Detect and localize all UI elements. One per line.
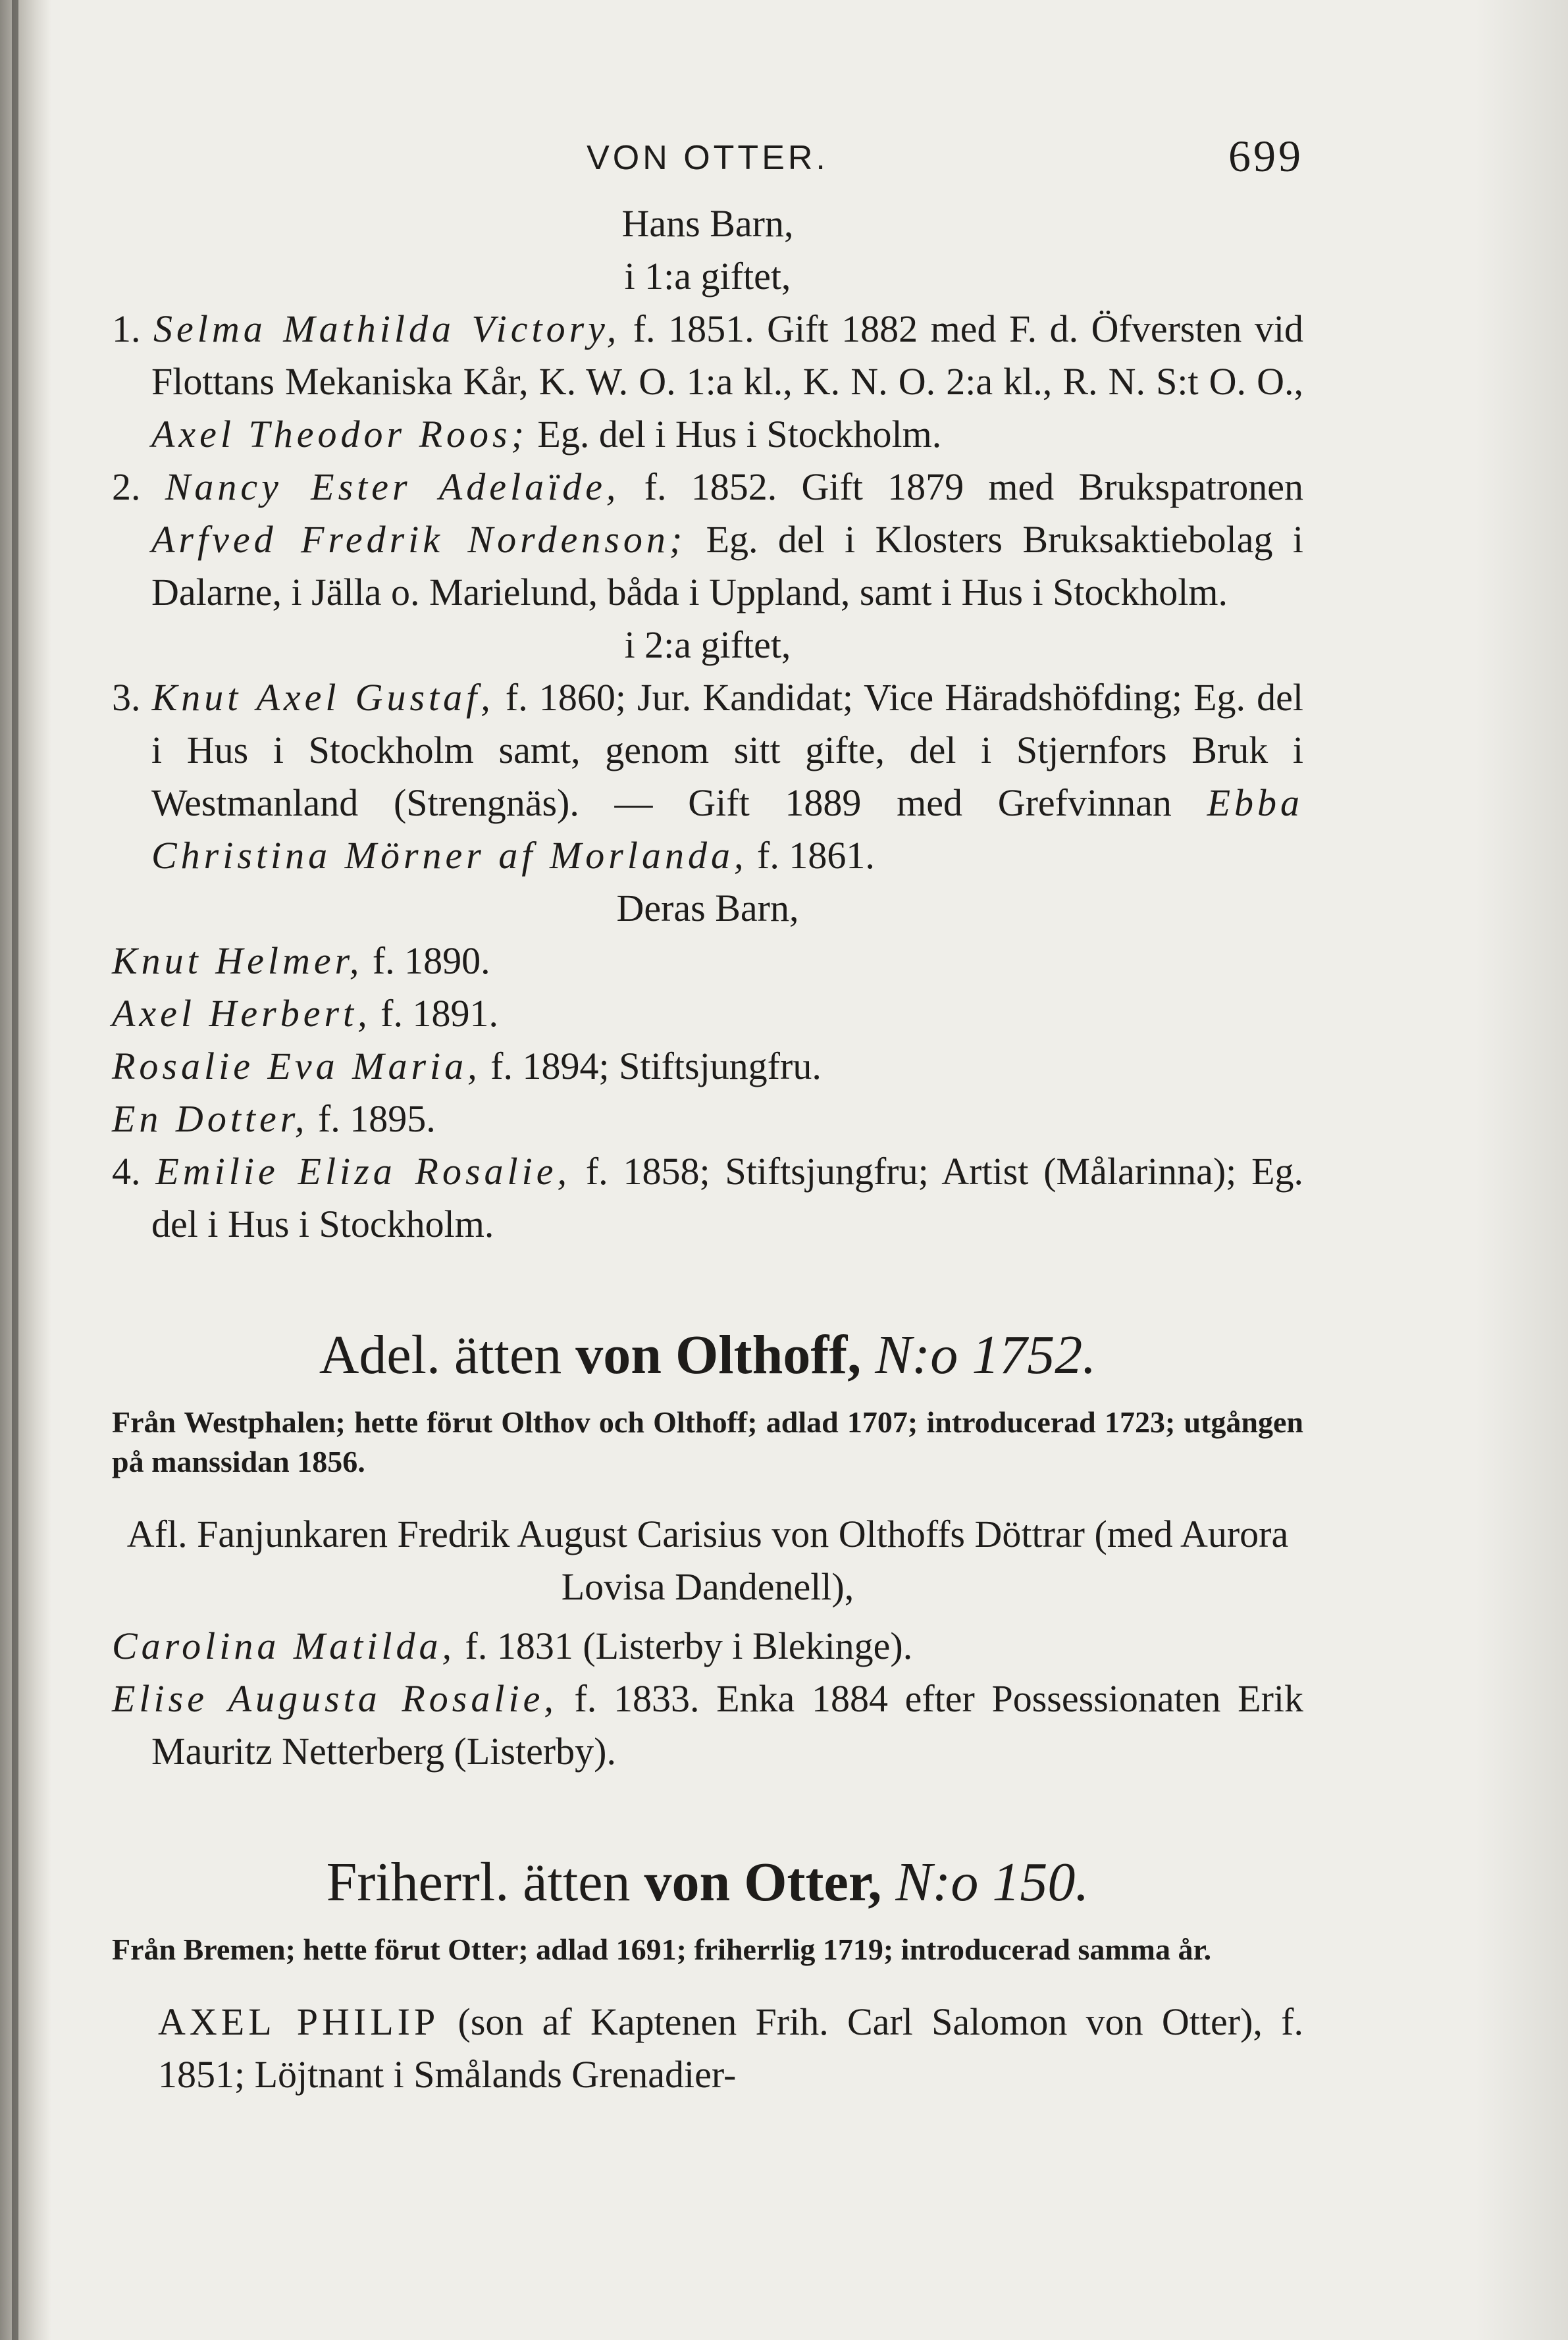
entry-text: f. 1858; Stiftsjungfru; Artist (Målarinna); Eg. del i Hus i Stockholm. [151,1150,1304,1245]
olthoff-afl-line: Afl. Fanjunkaren Fredrik August Carisius von Olthoffs Döttrar (med Aurora Lovisa Dandenell), [126,1513,1289,1608]
grandchild-text: f. 1894; Stiftsjungfru. [490,1045,822,1087]
daughter-entry [112,1673,1303,1778]
child-entry-2 [112,461,1304,619]
first-marriage-heading: i 1:a giftet, [624,255,791,298]
otter-section-note: Från Bremen; hette förut Otter; adlad 1691; friherrlig 1719; introducerad samma år. [112,1933,1212,1966]
daughter-text: f. 1831 (Listerby i Blekinge). [465,1625,913,1667]
page-header [112,112,1303,197]
entry-number: 2. [112,465,141,508]
daughter-entry [112,1620,1303,1673]
grandchild-name: En Dotter, [112,1097,309,1140]
page-number: 699 [1228,131,1303,181]
entry-text: f. 1852. Gift 1879 med Brukspatronen [644,465,1303,508]
entry-text: f. 1851. Gift 1882 med F. d. Öfversten vid Flottans Mekaniska Kår, K. W. O. 1:a kl., K. N. O. 2:a kl., R. N. S:t O. O., [151,307,1303,403]
child-entry-3 [112,671,1304,882]
entry-number: 3. [112,676,141,719]
entry-number: 1. [112,307,141,350]
binding-line [12,0,18,2340]
olthoff-daughters [112,1620,1303,1778]
entry-tail: Eg. del i Klosters Bruksaktiebolag i Dalarne, i Jälla o. Marielund, båda i Uppland, samt i Hus i Stockholm. [151,518,1304,613]
section-prefix: Adel. ätten [319,1324,562,1386]
child-name: Emilie Eliza Rosalie, [155,1150,571,1193]
daughter-text: f. 1833. Enka 1884 efter Possessionaten Erik Mauritz Netterberg (Listerby). [151,1677,1303,1773]
section-number: N:o 1752. [875,1324,1097,1386]
section-number: N:o 150. [895,1852,1089,1913]
grandchild-name: Rosalie Eva Maria, [112,1045,481,1087]
family-section [112,197,1303,1251]
entry-tail: f. 1861. [757,834,875,877]
olthoff-section-note: Från Westphalen; hette förut Olthov och Olthoff; adlad 1707; introducerad 1723; utgången på manssidan 1856. [112,1405,1303,1478]
deras-barn-heading: Deras Barn, [616,887,799,929]
grandchild-entry [112,1040,1303,1093]
entry-text: f. 1860; Jur. Kandidat; Vice Häradshöfding; Eg. del i Hus i Stockholm samt, genom sitt gifte, del i Stjernfors Bruk i Westmanland (Strengnäs). — Gift 1889 med Grefvinnan [151,676,1304,824]
entry-text: (son af Kaptenen Frih. Carl Salomon von Otter), f. 1851; Löjtnant i Smålands Grenadier- [158,2000,1303,2096]
otter-section-title [112,1850,1303,1914]
grandchild-text: f. 1890. [372,939,490,982]
grandchild-entry [112,935,1303,987]
entry-tail: Eg. del i Hus i Stockholm. [537,413,942,455]
page-edge-shadow [1476,0,1568,2340]
grandchild-text: f. 1891. [380,992,498,1035]
hans-barn-heading: Hans Barn, [621,202,794,245]
child-name: Nancy Ester Adelaïde, [165,465,620,508]
grandchild-entry [112,1093,1303,1145]
section-family-name: von Otter, [644,1852,882,1913]
grandchild-name: Knut Helmer, [112,939,363,982]
child-entry-1 [112,303,1303,461]
daughter-name: Carolina Matilda, [112,1625,456,1667]
entry-number: 4. [112,1150,141,1193]
olthoff-section-title [112,1323,1303,1387]
spouse-name: Arfved Fredrik Nordenson; [151,518,687,561]
section-prefix: Friherrl. ätten [326,1852,631,1913]
section-family-name: von Olthoff, [575,1324,862,1386]
second-marriage-heading: i 2:a giftet, [624,623,791,666]
daughter-name: Elise Augusta Rosalie, [112,1677,558,1720]
otter-entry [112,1996,1303,2101]
grandchild-entry [112,987,1303,1040]
spouse-name: Axel Theodor Roos; [151,413,528,455]
child-name: Knut Axel Gustaf, [151,676,494,719]
grandchild-name: Axel Herbert, [112,992,371,1035]
entry-name: AXEL PHILIP [158,2000,440,2043]
grandchild-text: f. 1895. [317,1097,436,1140]
child-name: Selma Mathilda Victory, [153,307,621,350]
running-head: VON OTTER. [587,139,829,177]
book-binding-edge [0,0,51,2340]
child-entry-4 [112,1145,1304,1251]
book-page [112,112,1303,2101]
spouse-name: Ebba Christina Mörner af Morlanda, [151,781,1304,877]
